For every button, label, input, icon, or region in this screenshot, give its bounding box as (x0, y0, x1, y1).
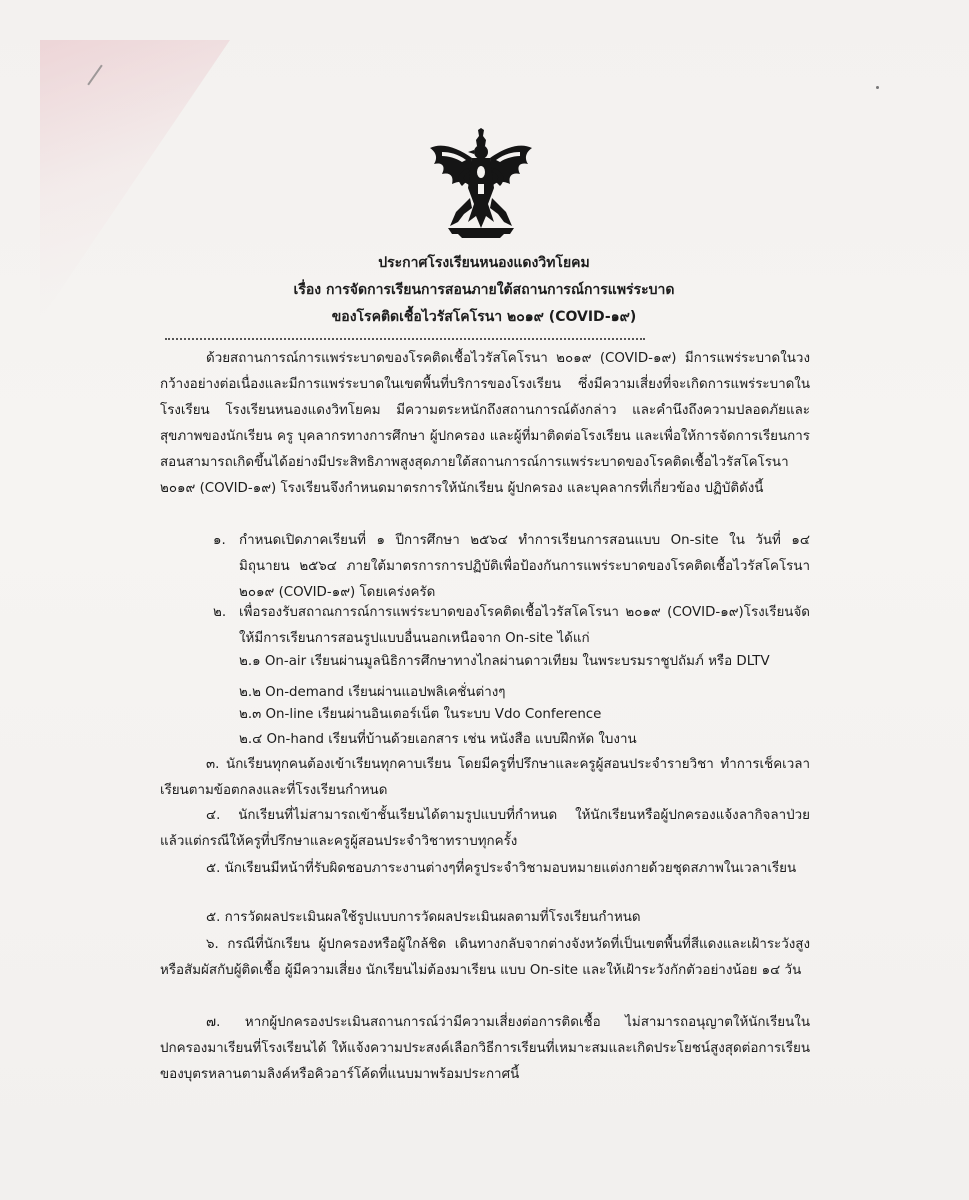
subject-line: เรื่อง การจัดการเรียนการสอนภายใต้สถานการณ์การแพร่ระบาด (293, 282, 675, 298)
dotted-divider (165, 338, 645, 340)
sub-item-2-1: ๒.๑ On-air เรียนผ่านมูลนิธิการศึกษาทางไกลผ่านดาวเทียม ในพระบรมราชูปถัมภ์ หรือ DLTV (239, 654, 770, 669)
issuer-line: ประกาศโรงเรียนหนองแดงวิทโยคม (378, 255, 590, 271)
list-number: ๒. (213, 605, 227, 620)
list-item-4: ๔. นักเรียนที่ไม่สามารถเข้าชั้นเรียนได้ตามรูปแบบที่กำหนด ให้นักเรียนหรือผู้ปกครองแจ้งลากิจลาป่วย แล้วแต่กรณีให้ครูที่ปรึกษาและครูผู้สอนประจำวิชาทราบทุกครั้ง (160, 808, 810, 849)
list-item-1 (213, 528, 810, 606)
sub-item-2-2: ๒.๒ On-demand เรียนผ่านแอปพลิเคชั่นต่างๆ (239, 685, 506, 700)
list-item-5b: ๕. การวัดผลประเมินผลใช้รูปแบบการวัดผลประเมินผลตามที่โรงเรียนกำหนด (206, 910, 641, 925)
list-item-text: กำหนดเปิดภาคเรียนที่ ๑ ปีการศึกษา ๒๕๖๔ ทำการเรียนการสอนแบบ On-site ใน วันที่ ๑๔ มิถุนายน ๒๕๖๔ ภายใต้มาตรการการปฏิบัติเพื่อป้องกันการแพร่ระบาดของโรคติดเชื้อไวรัสโคโรนา ๒๐๑๙ (COVID-๑๙) โดยเคร่งครัด (239, 533, 810, 600)
list-item-2 (213, 600, 810, 652)
list-item-7: ๗. หากผู้ปกครองประเมินสถานการณ์ว่ามีความเสี่ยงต่อการติดเชื้อ ไม่สามารถอนุญาตให้นักเรียนในปกครองมาเรียนที่โรงเรียนได้ ให้แจ้งความประสงค์เลือกวิธีการเรียนที่เหมาะสมและเกิดประโยชน์สูงสุดต่อการเรียนของบุตรหลานตามลิงค์หรือคิวอาร์โค้ดที่แนบมาพร้อมประกาศนี้ (160, 1015, 810, 1082)
intro-paragraph: ด้วยสถานการณ์การแพร่ระบาดของโรคติดเชื้อไวรัสโคโรนา ๒๐๑๙ (COVID-๑๙) มีการแพร่ระบาดในวงกว้างอย่างต่อเนื่องและมีการแพร่ระบาดในเขตพื้นที่บริการของโรงเรียน ซึ่งมีความเสี่ยงที่จะเกิดการแพร่ระบาดในโรงเรียน โรงเรียนหนองแดงวิทโยคม มีความตระหนักถึงสถานการณ์ดังกล่าว และคำนึงถึงความปลอดภัยและสุขภาพของนักเรียน ครู บุคลากรทางการศึกษา ผู้ปกครอง และผู้ที่มาติดต่อโรงเรียน และเพื่อให้การจัดการเรียนการสอนสามารถเกิดขึ้นได้อย่างมีประสิทธิภาพสูงสุดภายใต้สถานการณ์การแพร่ระบาดของโรคติดเชื้อไวรัสโคโรนา ๒๐๑๙ (COVID-๑๙) โรงเรียนจึงกำหนดมาตรการให้นักเรียน ผู้ปกครอง และบุคลากรที่เกี่ยวข้อง ปฏิบัติดังนี้ (160, 351, 810, 496)
list-item-text: เพื่อรองรับสถาณการณ์การแพร่ระบาดของโรคติดเชื้อไวรัสโคโรนา ๒๐๑๙ (COVID-๑๙)โรงเรียนจัดให้มีการเรียนการสอนรูปแบบอื่นนอกเหนือจาก On-site ได้แก่ (239, 605, 810, 646)
list-item-3: ๓. นักเรียนทุกคนต้องเข้าเรียนทุกคาบเรียน โดยมีครูที่ปรึกษาและครูผู้สอนประจำรายวิชา ทำการเช็คเวลาเรียนตามข้อตกลงและที่โรงเรียนกำหนด (160, 757, 810, 798)
garuda-emblem-icon (428, 128, 534, 238)
announcement-title (160, 250, 808, 331)
sub-item-2-3: ๒.๓ On-line เรียนผ่านอินเตอร์เน็ต ในระบบ Vdo Conference (239, 707, 602, 722)
list-item-5: ๕. นักเรียนมีหน้าที่รับผิดชอบภาระงานต่างๆที่ครูประจำวิชามอบหมายแต่งกายด้วยชุดสภาพในเวลาเรียน (206, 861, 797, 876)
subject-line-2: ของโรคติดเชื้อไวรัสโคโรนา ๒๐๑๙ (COVID-๑๙) (331, 309, 637, 325)
speck-mark (876, 86, 879, 89)
list-item-6: ๖. กรณีที่นักเรียน ผู้ปกครองหรือผู้ใกล้ชิด เดินทางกลับจากต่างจังหวัดที่เป็นเขตพื้นที่สีแดงและเฝ้าระวังสูง หรือสัมผัสกับผู้ติดเชื้อ ผู้มีความเสี่ยง นักเรียนไม่ต้องมาเรียน แบบ On-site และให้เฝ้าระวังกักตัวอย่างน้อย ๑๔ วัน (160, 937, 810, 978)
list-number: ๑. (213, 533, 226, 548)
sub-item-2-4: ๒.๔ On-hand เรียนที่บ้านด้วยเอกสาร เช่น หนังสือ แบบฝึกหัด ใบงาน (239, 732, 637, 747)
